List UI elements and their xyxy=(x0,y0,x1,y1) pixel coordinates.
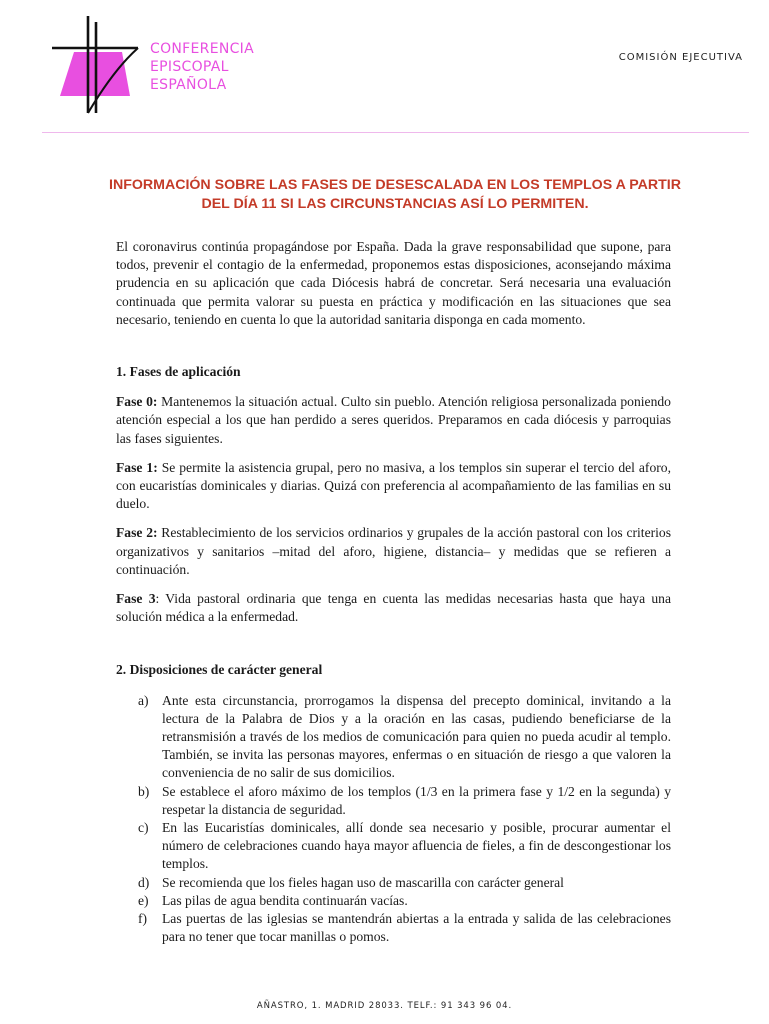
commission-label: COMISIÓN EJECUTIVA xyxy=(618,52,743,63)
list-marker: a) xyxy=(138,692,149,708)
phase-label: Fase 3 xyxy=(116,591,156,607)
list-item xyxy=(116,783,671,819)
page-footer: AÑASTRO, 1. MADRID 28033. TELF.: 91 343 96 04. xyxy=(256,1001,513,1011)
logo-wordmark xyxy=(150,40,254,94)
logo-line: CONFERENCIA xyxy=(150,41,254,57)
list-item-text: En las Eucaristías dominicales, allí donde sea necesario y posible, procurar aumentar el número de celebraciones cuando haya mayor afluencia de fieles, a fin de descongestionar los templos. xyxy=(162,820,671,872)
phase-text: Restablecimiento de los servicios ordinarios y grupales de la acción pastoral con los criterios organizativos y sanitarios –mitad del aforo, higiene, distancia– y medidas que se refieren a continuación. xyxy=(116,525,671,577)
phase-paragraph xyxy=(116,459,671,514)
list-item xyxy=(116,819,671,874)
list-item-text: Se establece el aforo máximo de los templos (1/3 en la primera fase y 1/2 en la segunda) y respetar la distancia de seguridad. xyxy=(162,783,671,817)
list-marker: f) xyxy=(138,911,148,927)
list-item-text: Las puertas de las iglesias se mantendrán abiertas a la entrada y salida de las celebraciones para no tener que tocar manillas o pomos. xyxy=(162,911,671,945)
list-item-text: Se recomienda que los fieles hagan uso de mascarilla con carácter general xyxy=(162,874,564,890)
conferencia-episcopal-logo xyxy=(52,16,150,116)
intro-paragraph: El coronavirus continúa propagándose por España. Dada la grave responsabilidad que supone, para todos, prevenir el contagio de la enfermedad, proponemos estas disposiciones, aconsejando máxima prudencia en su aplicación que cada Diócesis habrá de concretar. Será necesaria una evaluación continuada que permita valorar su puesta en práctica y modificación en las situaciones que sea necesario, teniendo en cuenta lo que la autoridad sanitaria disponga en cada momento. xyxy=(116,239,671,327)
list-item-text: Ante esta circunstancia, prorrogamos la dispensa del precepto dominical, invitando a la lectura de la Palabra de Dios y a la oración en las casas, pudiendo beneficiarse de la retransmisión a través de los medios de comunicación para quien no pueda acudir al templo. También, se invita las personas mayores, enfermas o en situación de riesgo a que valoren la conveniencia de no salir de sus domicilios. xyxy=(162,692,671,781)
section-1-heading: 1. Fases de aplicación xyxy=(116,364,241,380)
list-item xyxy=(116,892,671,910)
phase-text: : Vida pastoral ordinaria que tenga en cuenta las medidas necesarias hasta que haya una solución médica a la enfermedad. xyxy=(116,591,671,625)
phase-label: Fase 1: xyxy=(116,459,158,475)
phase-paragraph xyxy=(116,590,671,626)
logo-line: ESPAÑOLA xyxy=(150,77,227,93)
list-marker: e) xyxy=(138,892,149,908)
section-2-heading: 2. Disposiciones de carácter general xyxy=(116,662,323,678)
phase-label: Fase 2: xyxy=(116,525,158,541)
list-item xyxy=(116,910,671,946)
document-body xyxy=(116,238,671,947)
header-divider xyxy=(42,132,749,133)
list-marker: b) xyxy=(138,783,150,799)
phase-text: Mantenemos la situación actual. Culto sin pueblo. Atención religiosa personalizada poniendo atención especial a los que han perdido a seres queridos. Preparamos en cada diócesis y parroquias las fases siguientes. xyxy=(116,394,671,446)
general-provisions-list xyxy=(116,692,671,947)
list-item xyxy=(116,692,671,783)
list-marker: d) xyxy=(138,874,150,890)
phase-label: Fase 0: xyxy=(116,394,158,410)
phase-paragraph xyxy=(116,393,671,448)
list-item-text: Las pilas de agua bendita continuarán vacías. xyxy=(162,892,408,908)
phase-paragraph xyxy=(116,524,671,579)
section-spacer xyxy=(116,637,671,661)
document-title: INFORMACIÓN SOBRE LAS FASES DE DESESCALADA EN LOS TEMPLOS A PARTIR DEL DÍA 11 SI LAS CIRCUNSTANCIAS ASÍ LO PERMITEN. xyxy=(109,177,681,212)
list-item xyxy=(116,874,671,892)
list-marker: c) xyxy=(138,820,149,836)
phase-text: Se permite la asistencia grupal, pero no masiva, a los templos sin superar el tercio del aforo, con eucaristías dominicales y diarias. Quizá con preferencia al acompañamiento de las familias en su duelo. xyxy=(116,459,671,512)
logo-line: EPISCOPAL xyxy=(150,59,229,75)
